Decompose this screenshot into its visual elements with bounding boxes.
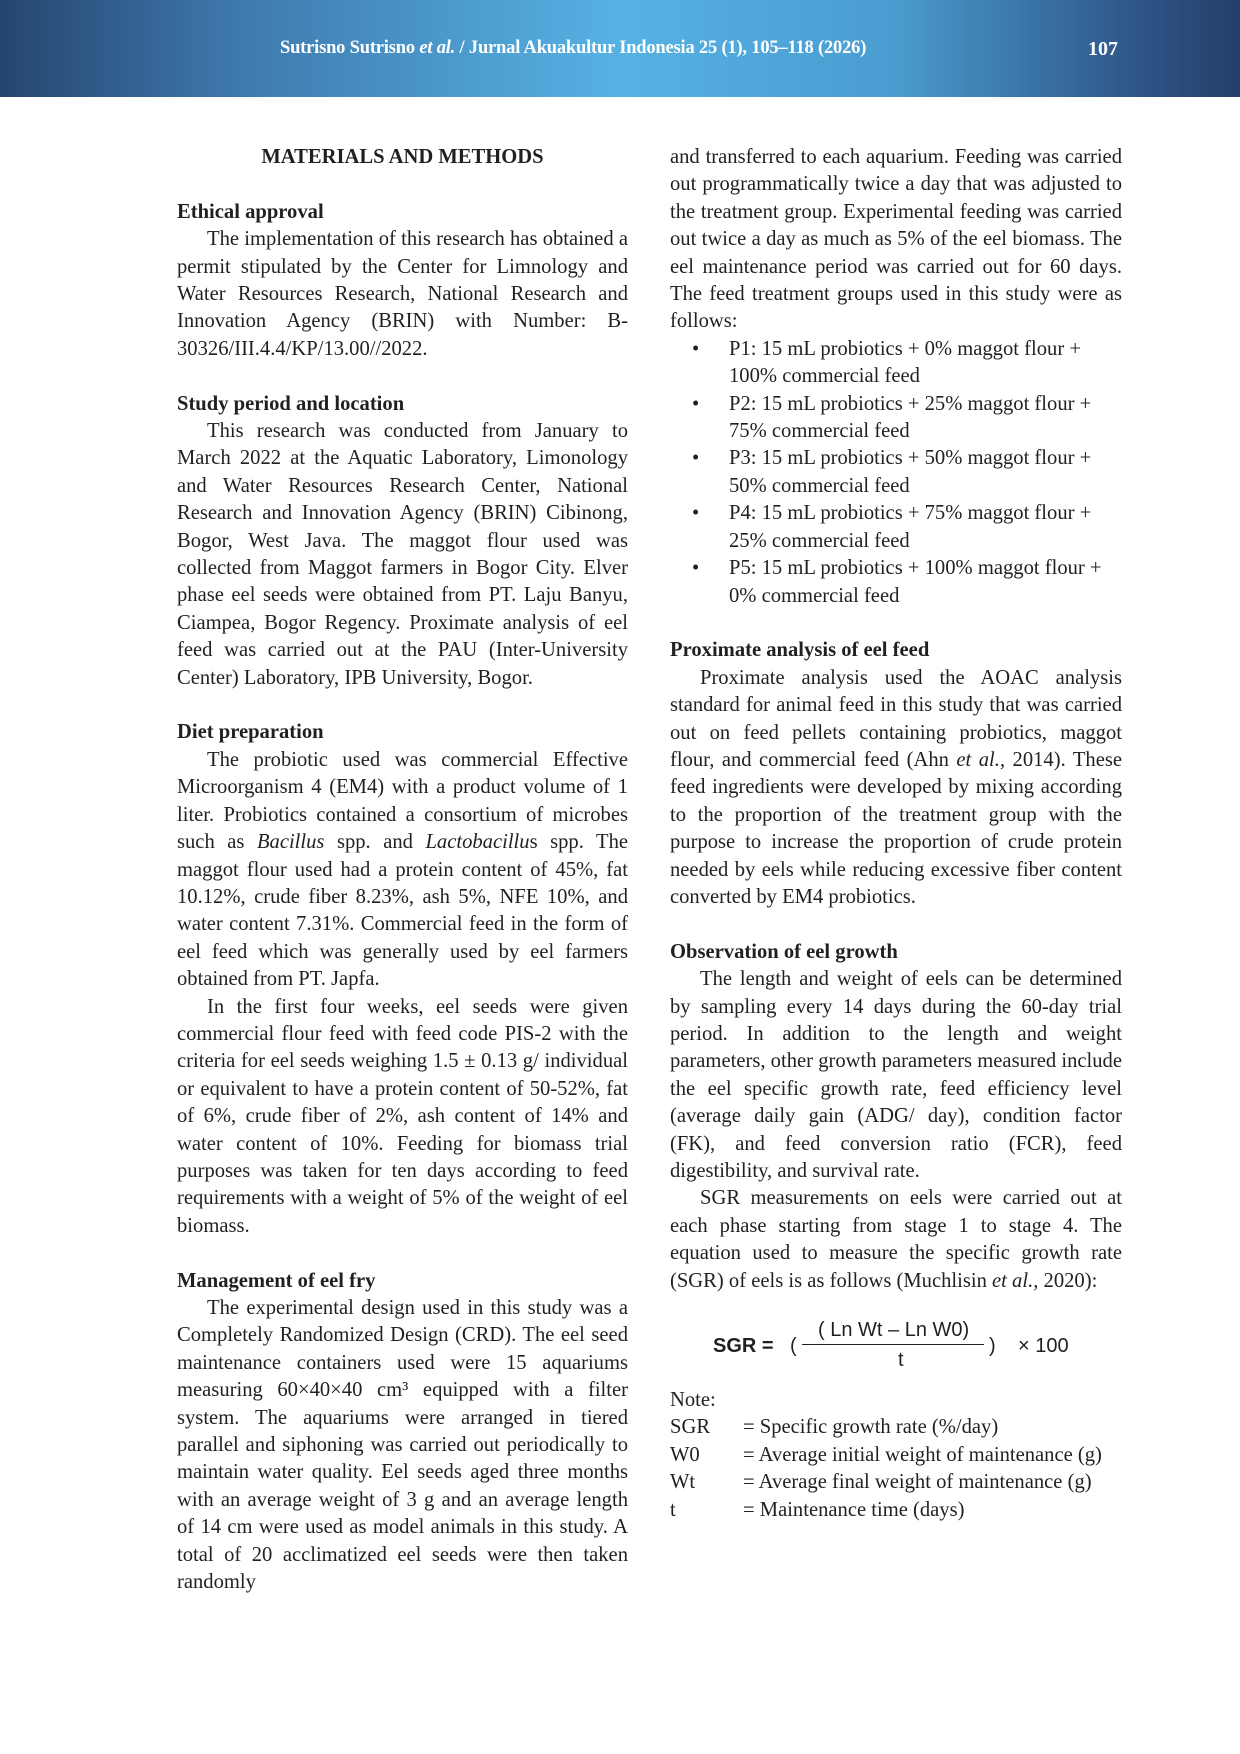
bullet-icon: • [692,502,700,525]
bullet-icon: • [692,557,700,580]
fraction-bar [802,1344,984,1345]
page-number: 107 [1088,38,1118,60]
treatment-text: P5: 15 mL probiotics + 100% maggot flour + 0% commercial feed [729,557,1102,607]
treatment-text: P4: 15 mL probiotics + 75% maggot flour + 25% commercial feed [729,502,1092,552]
italic-genus: Bacillus [256,831,325,854]
equation-multiplier: × 100 [1018,1335,1069,1358]
heading-study-period: Study period and location [177,392,405,415]
equation-open-paren: ( [790,1335,797,1358]
text: Proximate analysis used the AOAC analysis standard for animal feed in this study that was carried out on feed pellets containing probiotics, maggot flour, and commercial feed (Ahn [670,666,1122,771]
paragraph-growth-1: The length and weight of eels can be determined by sampling every 14 days during the 60-day trial period. In addition to the length and weight parameters, other growth parameters measured include the eel specific growth rate, feed efficiency level (average daily gain (ADG/ day), condition factor (FK), and feed conversion ratio (FCR), feed digestibility, and survival rate. [670,968,1122,1182]
sgr-equation [670,1313,1122,1379]
paragraph-diet-1 [177,747,628,994]
bullet-icon: • [692,337,700,360]
text: s spp. The maggot flour used had a protein content of 45%, fat 10.12%, crude fiber 8.23%, ash 5%, NFE 10%, and water content 7.31%. Commercial feed in the form of eel feed which was generally used by eel farmers obtained from PT. Japfa. [177,831,629,991]
running-title [280,38,866,59]
paragraph-diet-2: In the first four weeks, eel seeds were given commercial flour feed with feed code PIS-2 with the criteria for eel seeds weighing 1.5 ± 0.13 g/ individual or equivalent to have a protein content of 50-52%, fat of 6%, crude fiber of 2%, ash content of 14% and water content of 10%. Feeding for biomass trial purposes was taken for ten days according to feed requirements with a weight of 5% of the weight of eel biomass. [177,995,628,1237]
equation-numerator: ( Ln Wt – Ln W0) [818,1319,970,1342]
bullet-icon: • [692,392,700,415]
running-title-journal: / Jurnal Akuakultur Indonesia 25 (1), 105–118 (2026) [455,38,867,58]
heading-proximate-analysis: Proximate analysis of eel feed [670,639,930,662]
treatment-text: P1: 15 mL probiotics + 0% maggot flour + 100% commercial feed [729,337,1081,388]
note-definition: = Specific growth rate (%/day) [743,1416,999,1439]
italic-etal: et al., [992,1269,1039,1292]
equation-lhs: SGR = [713,1335,774,1358]
italic-etal: et al., [956,748,1006,771]
note-definition: = Average initial weight of maintenance (g) [743,1443,1102,1466]
italic-genus: Lactobacillu [425,831,530,854]
note-term: SGR [670,1416,711,1439]
journal-header-banner [0,0,1240,97]
right-column [670,144,1122,1524]
heading-eel-fry: Management of eel fry [177,1269,376,1292]
note-definition: = Average final weight of maintenance (g) [743,1471,1092,1494]
text: The probiotic used was commercial Effective Microorganism 4 (EM4) with a product volume of 1 liter. Probiotics contained a consortium of microbes such as [177,748,628,854]
note-definition: = Maintenance time (days) [743,1498,965,1521]
paragraph-study-period: This research was conducted from January to March 2022 at the Aquatic Laboratory, Limonology and Water Resources Research Center, National Research and Innovation Agency (BRIN) Cibinong, Bogor, West Java. The maggot flour used was collected from Maggot farmers in Bogor City. Elver phase eel seeds were obtained from PT. Laju Banyu, Ciampea, Bogor Regency. Proximate analysis of eel feed was carried out at the PAU (Inter-University Center) Laboratory, IPB University, Bogor. [177,420,628,689]
list-item [670,391,1122,446]
text: spp. and [324,831,426,854]
text: 2014). These feed ingredients were developed by mixing according to the proportion of the treatment group with the purpose to increase the proportion of crude protein needed by eels while reducing excessive fiber content converted by EM4 probiotics. [670,748,1122,908]
treatment-text: P2: 15 mL probiotics + 25% maggot flour + 75% commercial feed [729,392,1092,443]
running-title-etal: et al. [419,38,456,58]
paragraph-ethical-approval: The implementation of this research has obtained a permit stipulated by the Center for Limnology and Water Resources Research, National Research and Innovation Agency (BRIN) with Number: B-30326/III.4.4/KP/13.00//2022. [177,228,628,360]
equation-denominator: t [898,1349,904,1372]
left-column [177,144,628,1596]
note-row [670,1469,1122,1496]
section-title: MATERIALS AND METHODS [261,146,544,168]
note-row [670,1497,1122,1524]
heading-ethical-approval: Ethical approval [177,200,324,223]
note-term: Wt [670,1471,696,1494]
paragraph-eel-fry: The experimental design used in this study was a Completely Randomized Design (CRD). The eel seed maintenance containers used were 15 aquariums measuring 60×40×40 cm³ equipped with a filter system. The aquariums were arranged in tiered parallel and siphoning was carried out periodically to maintain water quality. Eel seeds aged three months with an average weight of 3 g and an average length of 14 cm were used as model animals in this study. A total of 20 acclimatized eel seeds were then taken randomly [177,1297,628,1594]
list-item [670,500,1122,555]
note-label: Note: [670,1389,716,1412]
list-item [670,336,1122,391]
paragraph-proximate [670,665,1122,912]
list-item [670,555,1122,610]
note-row [670,1414,1122,1441]
bullet-icon: • [692,447,700,470]
note-row [670,1442,1122,1469]
note-term: W0 [670,1443,700,1466]
equation-close-paren: ) [989,1335,996,1358]
running-title-authors: Sutrisno Sutrisno [280,38,420,58]
list-item [670,445,1122,500]
paragraph-continued: and transferred to each aquarium. Feeding was carried out programmatically twice a day that was adjusted to the treatment group. Experimental feeding was carried out twice a day as much as 5% of the eel biomass. The eel maintenance period was carried out for 60 days. The feed treatment groups used in this study were as follows: [670,146,1122,333]
treatment-list [670,336,1122,610]
heading-diet-preparation: Diet preparation [177,721,324,744]
text: 2020): [1038,1269,1098,1292]
text: SGR measurements on eels were carried out at each phase starting from stage 1 to stage 4. The equation used to measure the specific growth rate (SGR) of eels is as follows (Muchlisin [670,1187,1122,1292]
paragraph-growth-2 [670,1185,1122,1295]
heading-eel-growth: Observation of eel growth [670,940,898,963]
note-term: t [670,1498,676,1521]
treatment-text: P3: 15 mL probiotics + 50% maggot flour + 50% commercial feed [729,447,1092,497]
